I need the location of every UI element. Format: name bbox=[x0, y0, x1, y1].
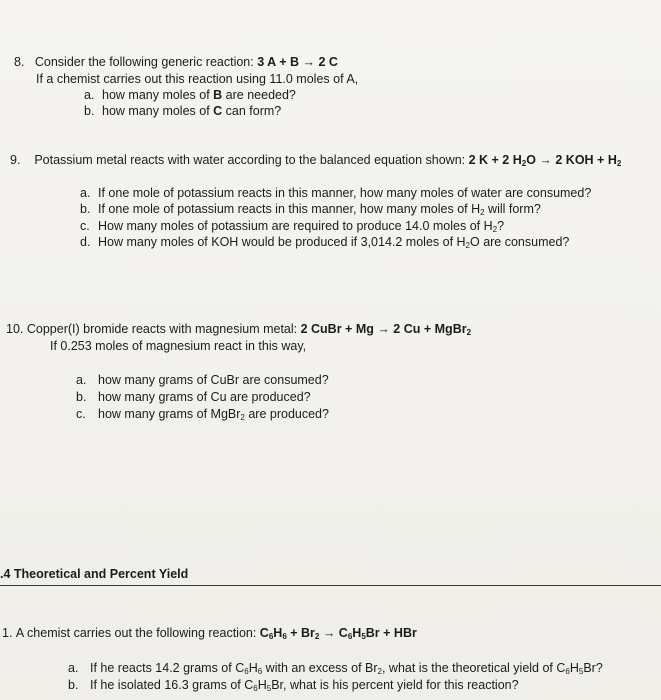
question-9-part-b: b. If one mole of potassium reacts in this manner, how many moles of $H_2$ will form? bbox=[80, 202, 541, 217]
question-10-condition: If 0.253 moles of magnesium react in this way, bbox=[50, 339, 307, 353]
question-1-prompt: 1. A chemist carries out the following reaction: $C_6H_6 + Br_2 \to C_6H_5Br$ + HBr bbox=[2, 626, 417, 641]
question-9-part-d: d. How many moles of KOH would be produced if 3,014.2 moles of $H_2O$ are consumed? bbox=[80, 235, 570, 250]
section-divider bbox=[0, 585, 661, 586]
section-heading: .4 Theoretical and Percent Yield bbox=[0, 567, 189, 581]
question-10-part-a: a. how many grams of CuBr are consumed? bbox=[76, 373, 329, 387]
question-10-equation: 2 CuBr + Mg → 2 Cu + MgBr$_2$ bbox=[300, 322, 472, 337]
question-10-part-c: c. how many grams of MgBr$_2$ are produced? bbox=[76, 407, 329, 422]
question-8-equation: 3 A + B → 2 C bbox=[257, 55, 338, 69]
question-9-part-c: c. How many moles of potassium are required to produce 14.0 moles of $H_2$? bbox=[80, 219, 505, 234]
question-9-part-a: a. If one mole of potassium reacts in this manner, how many moles of water are consumed? bbox=[80, 186, 592, 200]
question-8-part-b: b. how many moles of C can form? bbox=[84, 104, 282, 118]
question-9-equation: 2 K + 2 $H_2O \to 2$ KOH + $H_2$ bbox=[468, 153, 622, 168]
question-8-condition: If a chemist carries out this reaction using 11.0 moles of A, bbox=[36, 72, 359, 86]
question-1-part-a: a. If he reacts 14.2 grams of $C_6H_6$ with an excess of $Br_2$, what is the theoretical yield of $C_6H_5Br$? bbox=[68, 661, 603, 676]
question-8-part-a: a. how many moles of B are needed? bbox=[84, 88, 296, 102]
question-8-prompt: 8. Consider the following generic reaction: 3 A + B → 2 C bbox=[14, 55, 338, 69]
question-1-part-b: b. If he isolated 16.3 grams of $C_6H_5Br$, what is his percent yield for this reaction? bbox=[68, 678, 519, 693]
question-10-part-b: b. how many grams of Cu are produced? bbox=[76, 390, 311, 404]
question-1-equation: $C_6H_6 + Br_2 \to C_6H_5Br$ + HBr bbox=[259, 626, 417, 641]
question-9-prompt: 9. Potassium metal reacts with water according to the balanced equation shown: 2 K + 2 $H_2O \to 2$ KOH + $H_2$ bbox=[10, 153, 622, 168]
question-10-prompt: 10. Copper(I) bromide reacts with magnesium metal: 2 CuBr + Mg → 2 Cu + MgBr$_2$ bbox=[6, 322, 472, 337]
